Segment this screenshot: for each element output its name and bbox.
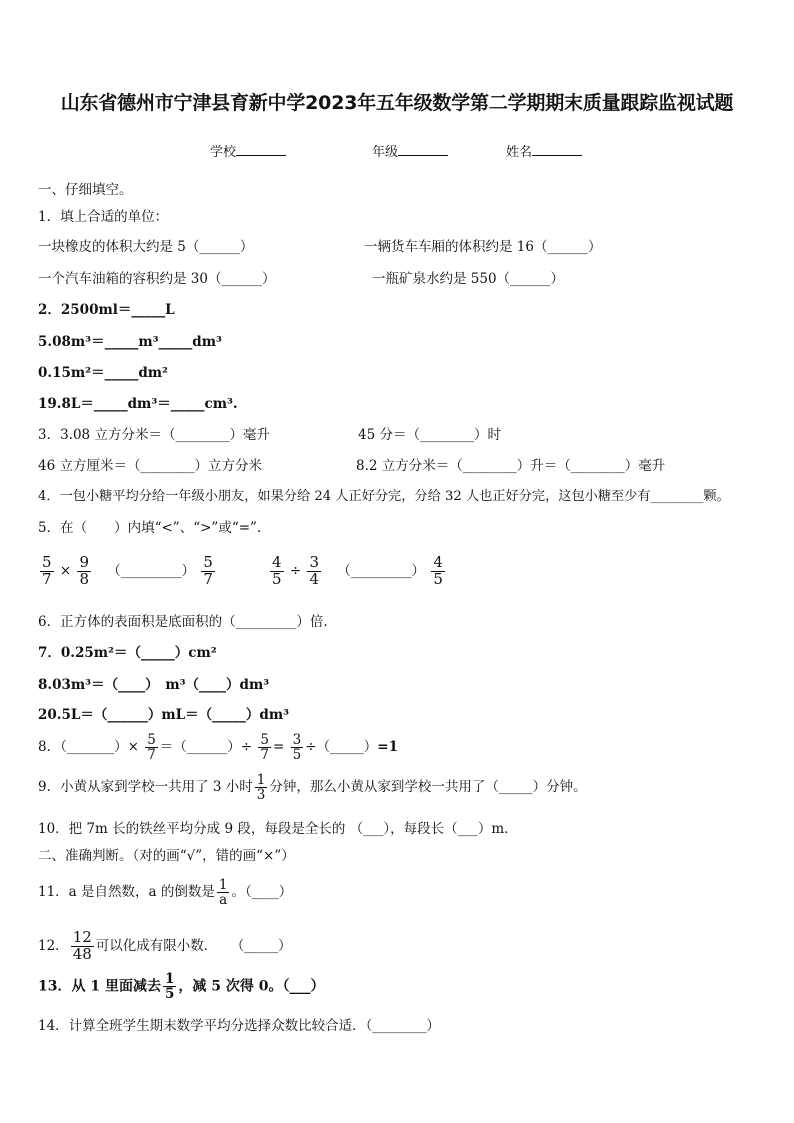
section-2-heading: 二、准确判断。（对的画“√”，错的画“×”） [38,848,295,864]
fraction: $\frac{5}{7}$ [42,553,52,588]
school-field [210,141,286,160]
q3-b: 45 分＝（________）时 [358,427,501,443]
q1-c: 一个汽车油箱的容积约是 30（______） [38,271,276,287]
q3-a: 3．3.08 立方分米＝（________）毫升 [38,427,270,443]
fraction: $\frac{4}{5}$ [433,553,443,588]
fraction: $\frac{3}{4}$ [309,553,319,588]
q9: 9．小黄从家到学校一共用了 3 小时 $\frac{1}{3}$ 分钟，那么小黄从家到学校一共用了（_____）分钟。 [38,772,587,804]
fraction: $\frac{1}{5}$ [164,971,175,1003]
name-field [506,141,582,160]
grade-label: 年级 [372,145,399,160]
grade-blank[interactable] [398,143,448,156]
q2-c: 0.15m²＝_____dm² [38,365,168,381]
q5-expression-1: $\frac{5}{7}$ × $\frac{9}{8}$ （_________） $\frac{5}{7}$ [42,553,213,588]
fraction: $\frac{3}{5}$ [292,732,302,764]
q6: 6．正方体的表面积是底面积的（_________）倍. [38,614,328,630]
q12: 12． $\frac{12}{48}$ 可以化成有限小数． （_____） [38,928,292,963]
q2-a: 2．2500ml＝_____L [38,302,175,318]
answer-blank[interactable]: （_________） [107,562,196,579]
fraction: $\frac{12}{48}$ [72,928,92,963]
grade-field [372,141,448,160]
answer-blank[interactable]: （_______） [60,739,128,756]
school-label: 学校 [210,145,237,160]
q3-c: 46 立方厘米＝（________）立方分米 [38,458,262,474]
fraction: $\frac{5}{7}$ [203,553,213,588]
q10: 10．把 7m 长的铁丝平均分成 9 段，每段是全长的 （___），每段长（___）m． [38,821,518,837]
answer-blank[interactable]: （______） [173,739,241,756]
section-1-heading: 一、仔细填空。 [38,182,133,198]
fraction: $\frac{5}{7}$ [260,732,269,764]
q3-d: 8.2 立方分米＝（________）升＝（________）毫升 [356,458,666,474]
q7-b: 8.03m³＝（____） m³（____）dm³ [38,677,270,693]
q4: 4．一包小糖平均分给一年级小朋友，如果分给 24 人正好分完，分给 32 人也正好分完，这包小糖至少有________颗。 [38,489,730,504]
q13: 13．从 1 里面减去 $\frac{1}{5}$ ，减 5 次得 0。（___） [38,971,325,1003]
q7-c: 20.5L＝（______）mL＝（_____）dm³ [38,707,290,723]
q1-stem: 1．填上合适的单位： [38,209,169,225]
q14: 14．计算全班学生期末数学平均分选择众数比较合适．（________） [38,1018,440,1034]
q8: 8．（_______）× $\frac{5}{7}$ ＝（______）÷ $\frac{5}{7}$ = $\frac{3}{5}$ ÷（_____）=1 [38,732,398,764]
fraction: $\frac{5}{7}$ [147,732,156,764]
fraction: $\frac{9}{8}$ [79,553,89,588]
school-blank[interactable] [236,143,286,156]
q2-b: 5.08m³＝_____m³_____dm³ [38,334,222,350]
name-label: 姓名 [506,145,533,160]
q5-stem: 5．在（ ）内填“<”、“>”或“=”. [38,520,262,536]
answer-blank[interactable]: （_________） [337,562,426,579]
fraction: $\frac{4}{5}$ [272,553,282,588]
q2-d: 19.8L＝_____dm³＝_____cm³. [38,396,238,412]
name-blank[interactable] [532,143,582,156]
q1-d: 一瓶矿泉水约是 550（______） [372,271,565,287]
q7-a: 7．0.25m²＝（_____）cm² [38,645,217,661]
q1-a: 一块橡皮的体积大约是 5（______） [38,239,254,255]
q5-expression-2: $\frac{4}{5}$ ÷ $\frac{3}{4}$ （_________） $\frac{4}{5}$ [272,553,443,588]
answer-blank[interactable]: （_____） [316,739,378,756]
fraction: $\frac{1}{3}$ [256,772,266,804]
fraction: $\frac{1}{a}$ [218,877,228,909]
q11: 11．a 是自然数，a 的倒数是 $\frac{1}{a}$ 。（____） [38,877,293,909]
q1-b: 一辆货车车厢的体积约是 16（______） [364,239,602,255]
page-title: 山东省德州市宁津县育新中学2023年五年级数学第二学期期末质量跟踪监视试题 [60,92,734,114]
